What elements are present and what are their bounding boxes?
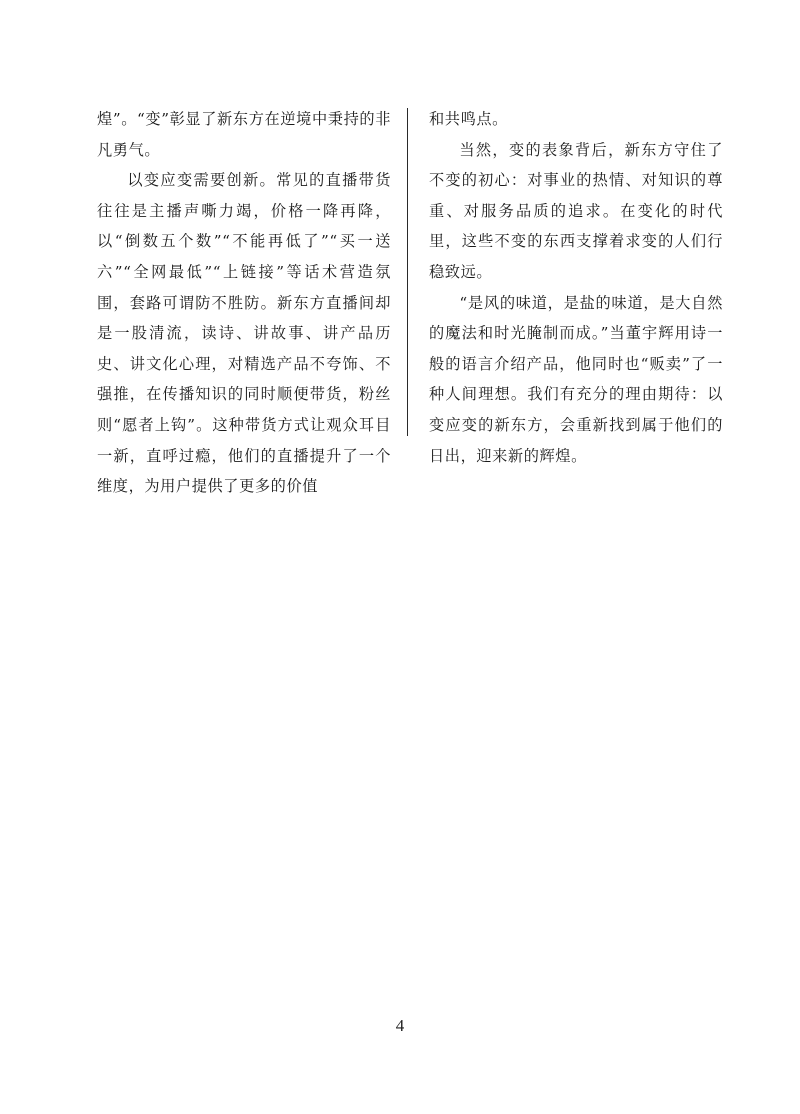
- left-column: [97, 104, 391, 502]
- paragraph-continuation: 煌”。“变”彰显了新东方在逆境中秉持的非凡勇气。: [97, 110, 391, 159]
- paragraph-unchanging-heart: 当然，变的表象背后，新东方守住了不变的初心：对事业的热情、对知识的尊重、对服务品质的追求。在变化的时代里，这些不变的东西支撑着求变的人们行稳致远。: [429, 140, 723, 281]
- column-divider: [407, 108, 408, 436]
- paragraph-conclusion: “是风的味道，是盐的味道，是大自然的魔法和时光腌制而成。”当董宇辉用诗一般的语言介绍产品，他同时也“贩卖”了一种人间理想。我们有充分的理由期待：以变应变的新东方，会重新找到属于他们的日出，迎来新的辉煌。: [429, 293, 723, 465]
- page-number: 4: [395, 1016, 405, 1035]
- right-column: [429, 104, 723, 471]
- paragraph-continuation-right: 和共鸣点。: [429, 110, 508, 128]
- paragraph-innovation: 以变应变需要创新。常见的直播带货往往是主播声嘶力竭，价格一降再降，以“倒数五个数”“不能再低了”“买一送六”“全网最低”“上链接”等话术营造氛围，套路可谓防不胜防。新东方直播间却是一股清流，读诗、讲故事、讲产品历史、讲文化心理，对精选产品不夸饰、不强推，在传播知识的同时顺便带货，粉丝则“愿者上钩”。这种带货方式让观众耳目一新，直呼过瘾，他们的直播提升了一个维度，为用户提供了更多的价值: [97, 171, 391, 496]
